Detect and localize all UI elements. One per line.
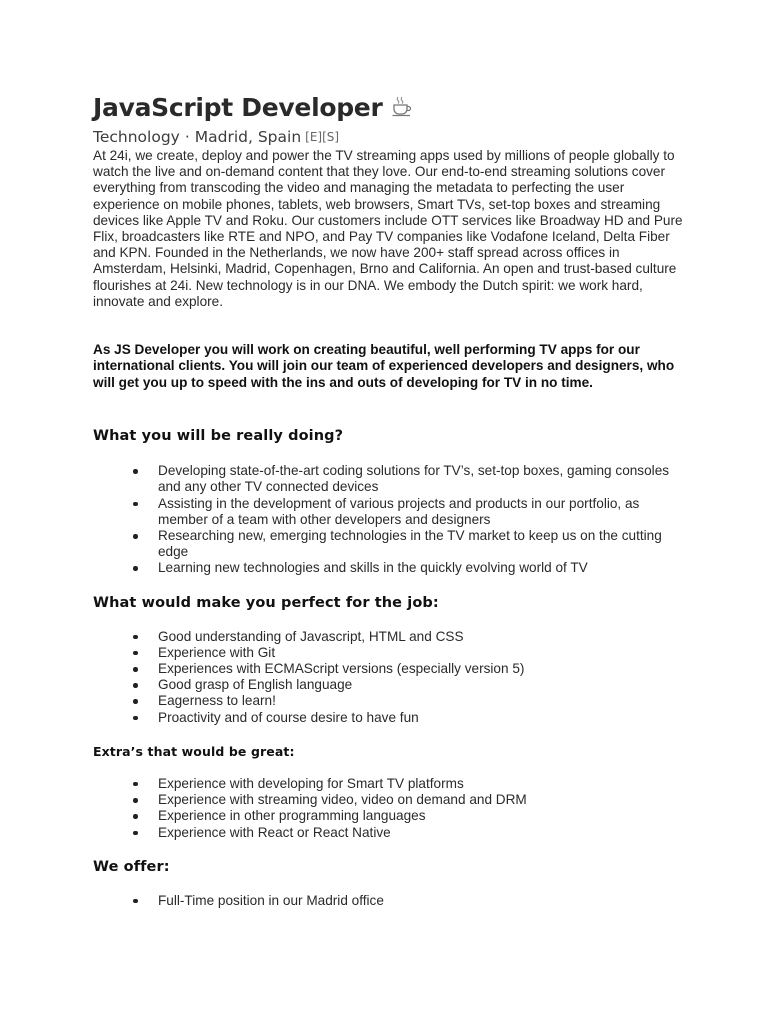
extras-list [93, 776, 683, 841]
bullet-icon [133, 831, 138, 836]
bullet-icon [133, 716, 138, 721]
extras-heading: Extra’s that would be great: [93, 743, 295, 759]
offer-list [93, 893, 683, 909]
list-item: Experience with React or React Native [93, 825, 683, 841]
list-item: Experience with streaming video, video on demand and DRM [93, 792, 683, 808]
list-item: Experience in other programming languages [93, 808, 683, 824]
bullet-icon [133, 502, 138, 507]
bullet-icon [133, 469, 138, 474]
list-item: Researching new, emerging technologies in the TV market to keep us on the cutting edge [93, 528, 683, 560]
job-location: Madrid, Spain [194, 128, 302, 146]
meta-separator: · [184, 128, 190, 146]
flag-spain-icon: [E][S] [305, 130, 340, 144]
list-item: Experience with developing for Smart TV platforms [93, 776, 683, 792]
bullet-icon [133, 899, 138, 904]
coffee-cup-icon [391, 95, 413, 117]
list-item: Eagerness to learn! [93, 693, 683, 709]
title-row [93, 88, 683, 126]
list-item: Proactivity and of course desire to have fun [93, 710, 683, 726]
job-posting [93, 88, 683, 909]
list-item: Good understanding of Javascript, HTML and CSS [93, 629, 683, 645]
bullet-icon [133, 566, 138, 571]
perfect-heading: What would make you perfect for the job: [93, 594, 439, 611]
page-title: JavaScript Developer [93, 92, 383, 122]
offer-heading: We offer: [93, 858, 170, 875]
job-meta [93, 127, 683, 148]
bullet-icon [133, 635, 138, 640]
list-item: Full-Time position in our Madrid office [93, 893, 683, 909]
list-item: Experience with Git [93, 645, 683, 661]
bullet-icon [133, 814, 138, 819]
role-summary: As JS Developer you will work on creating beautiful, well performing TV apps for our international clients. You will join our team of experienced developers and designers, who will get you up to speed with the ins and outs of developing for TV in no time. [93, 342, 675, 390]
doing-list [93, 463, 683, 576]
job-category: Technology [93, 128, 180, 146]
list-item: Assisting in the development of various projects and products in our portfolio, as member of a team with other developers and designers [93, 496, 683, 528]
doing-heading: What you will be really doing? [93, 428, 344, 445]
bullet-icon [133, 667, 138, 672]
bullet-icon [133, 798, 138, 803]
bullet-icon [133, 782, 138, 787]
list-item: Learning new technologies and skills in the quickly evolving world of TV [93, 560, 683, 576]
bullet-icon [133, 534, 138, 539]
bullet-icon [133, 699, 138, 704]
bullet-icon [133, 651, 138, 656]
bullet-icon [133, 683, 138, 688]
perfect-list [93, 629, 683, 726]
company-intro: At 24i, we create, deploy and power the TV streaming apps used by millions of people globally to watch the live and on-demand content that they love. Our end-to-end streaming solutions cover everything from transcoding the video and managing the metadata to perfecting the user experience on mobile phones, tablets, web browsers, Smart TVs, set-top boxes and streaming devices like Apple TV and Roku. Our customers include OTT services like Broadway HD and Pure Flix, broadcasters like RTE and NPO, and Pay TV companies like Vodafone Iceland, Delta Fiber and KPN. Founded in the Netherlands, we now have 200+ staff spread across offices in Amsterdam, Helsinki, Madrid, Copenhagen, Brno and California. An open and trust-based culture flourishes at 24i. New technology is in our DNA. We embody the Dutch spirit: we work hard, innovate and explore. [93, 148, 683, 309]
list-item: Experiences with ECMAScript versions (especially version 5) [93, 661, 683, 677]
list-item: Developing state-of-the-art coding solutions for TV’s, set-top boxes, gaming consoles and any other TV connected devices [93, 463, 683, 495]
list-item: Good grasp of English language [93, 677, 683, 693]
